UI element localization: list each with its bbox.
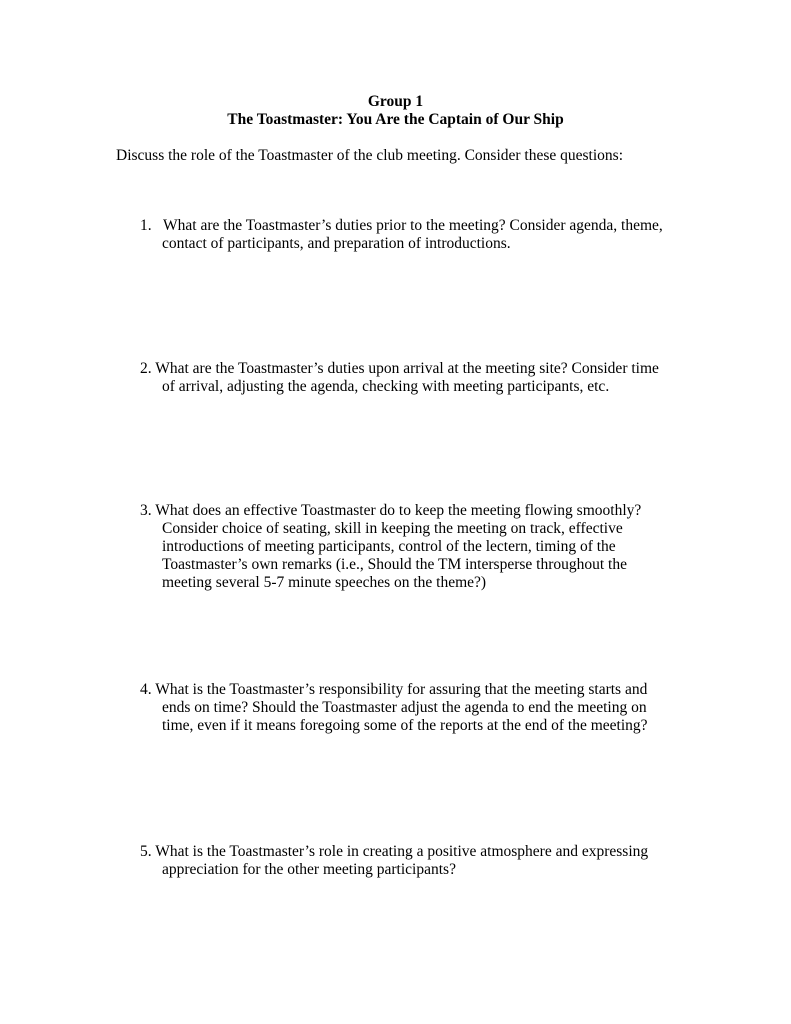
question-2 — [140, 360, 680, 396]
question-number: 4. — [140, 681, 152, 698]
question-4-line-1 — [140, 681, 680, 699]
question-3 — [140, 502, 680, 592]
question-2-line-1 — [140, 360, 680, 378]
group-heading: Group 1 — [367, 93, 424, 110]
question-text: of arrival, adjusting the agenda, checking with meeting participants, etc. — [162, 378, 610, 395]
intro-paragraph: Discuss the role of the Toastmaster of the club meeting. Consider these questions: — [116, 147, 624, 164]
question-text: appreciation for the other meeting participants? — [162, 861, 456, 878]
question-text: ends on time? Should the Toastmaster adjust the agenda to end the meeting on — [162, 699, 647, 716]
question-5-line-1 — [140, 843, 680, 861]
question-number: 1. — [140, 217, 152, 234]
question-text: Toastmaster’s own remarks (i.e., Should the TM intersperse throughout the — [162, 556, 627, 573]
question-text: What are the Toastmaster’s duties upon arrival at the meeting site? Consider time — [155, 360, 659, 377]
question-text: introductions of meeting participants, control of the lectern, timing of the — [162, 538, 616, 555]
question-text: What does an effective Toastmaster do to keep the meeting flowing smoothly? — [155, 502, 642, 519]
question-text: time, even if it means foregoing some of the reports at the end of the meeting? — [162, 717, 648, 734]
question-number: 3. — [140, 502, 152, 519]
question-text: contact of participants, and preparation of introductions. — [162, 235, 511, 252]
question-number: 2. — [140, 360, 152, 377]
question-text: What are the Toastmaster’s duties prior to the meeting? Consider agenda, theme, — [163, 217, 663, 234]
question-text: What is the Toastmaster’s role in creating a positive atmosphere and expressing — [155, 843, 649, 860]
question-4 — [140, 681, 680, 735]
question-1 — [140, 217, 680, 253]
question-1-line-1 — [140, 217, 680, 235]
question-text: What is the Toastmaster’s responsibility for assuring that the meeting starts and — [155, 681, 648, 698]
question-5 — [140, 843, 680, 879]
document-title: The Toastmaster: You Are the Captain of Our Ship — [227, 111, 564, 128]
question-text: Consider choice of seating, skill in keeping the meeting on track, effective — [162, 520, 623, 537]
question-number: 5. — [140, 843, 152, 860]
question-3-line-1 — [140, 502, 680, 520]
question-text: meeting several 5-7 minute speeches on the theme?) — [162, 574, 487, 591]
